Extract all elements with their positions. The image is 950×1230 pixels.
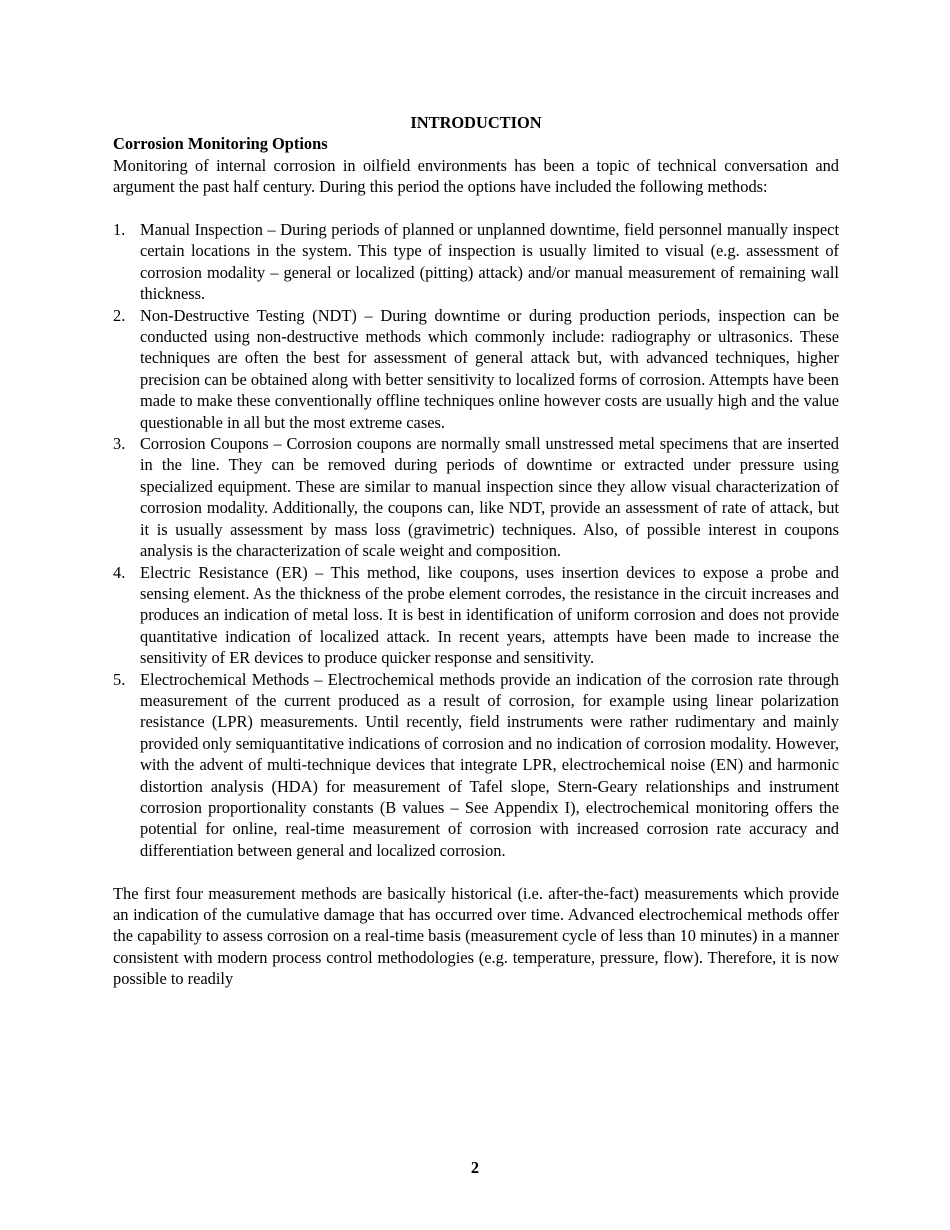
list-item-number: 1. (113, 220, 126, 240)
list-item-number: 2. (113, 305, 126, 325)
list-item-number: 4. (113, 562, 126, 582)
list-item-text: Non-Destructive Testing (NDT) – During downtime or during production periods, inspection can be conducted using non-destructive methods which commonly include: radiography or ultrasonics. These techniques are often the best for assessment of general attack but, with advanced techniques, higher precision can be obtained along with better sensitivity to localized forms of corrosion. Attempts have been made to make these conventionally offline techniques online however costs are usually high and the value questionable in all but the most extreme cases. (140, 305, 839, 432)
page-number: 2 (470, 1158, 480, 1177)
list-item (113, 562, 839, 669)
list-item (113, 305, 839, 433)
list-item (113, 219, 839, 305)
intro-paragraph: Monitoring of internal corrosion in oilfield environments has been a topic of technical conversation and argument the past half century. During this period the options have included the following methods: (113, 155, 839, 197)
list-item-number: 3. (113, 434, 126, 454)
document-page (113, 112, 839, 990)
section-subheading: Corrosion Monitoring Options (113, 134, 328, 154)
list-item-number: 5. (113, 669, 126, 689)
list-item (113, 669, 839, 862)
list-item-text: Electric Resistance (ER) – This method, like coupons, uses insertion devices to expose a probe and sensing element. As the thickness of the probe element corrodes, the resistance in the circuit increases and produces an indication of metal loss. It is best in identification of uniform corrosion and does not provide quantitative indication of localized attack. In recent years, attempts have been made to increase the sensitivity of ER devices to produce quicker response and sensitivity. (140, 562, 839, 668)
list-item (113, 433, 839, 561)
list-item-text: Manual Inspection – During periods of planned or unplanned downtime, field personnel manually inspect certain locations in the system. This type of inspection is usually limited to visual (e.g. assessment of corrosion modality – general or localized (pitting) attack) and/or manual measurement of remaining wall thickness. (140, 220, 839, 304)
list-item-text: Corrosion Coupons – Corrosion coupons are normally small unstressed metal specimens that are inserted in the line. They can be removed during periods of downtime or extracted under pressure using specialized equipment. These are similar to manual inspection since they allow visual characterization of corrosion modality. Additionally, the coupons can, like NDT, provide an assessment of rate of attack, but it is usually assessment by mass loss (gravimetric) techniques. Also, of possible interest in coupons analysis is the characterization of scale weight and composition. (140, 434, 839, 561)
closing-paragraph: The first four measurement methods are basically historical (i.e. after-the-fact) measurements which provide an indication of the cumulative damage that has occurred over time. Advanced electrochemical methods offer the capability to assess corrosion on a real-time basis (measurement cycle of less than 10 minutes) in a manner consistent with modern process control methodologies (e.g. temperature, pressure, flow). Therefore, it is now possible to readily (113, 883, 839, 989)
section-heading: INTRODUCTION (410, 113, 542, 132)
methods-list (113, 219, 839, 861)
list-item-text: Electrochemical Methods – Electrochemical methods provide an indication of the corrosion rate through measurement of the current produced as a result of corrosion, for example using linear polarization resistance (LPR) measurements. Until recently, field instruments were rather rudimentary and mainly provided only semiquantitative indications of corrosion and no indication of corrosion modality. However, with the advent of multi-technique devices that integrate LPR, electrochemical noise (EN) and harmonic distortion analysis (HDA) for measurement of Tafel slope, Stern-Geary relationships and instrument corrosion proportionality constants (B values – See Appendix I), electrochemical monitoring offers the potential for online, real-time measurement of corrosion with increased corrosion rate accuracy and differentiation between general and localized corrosion. (140, 669, 839, 860)
